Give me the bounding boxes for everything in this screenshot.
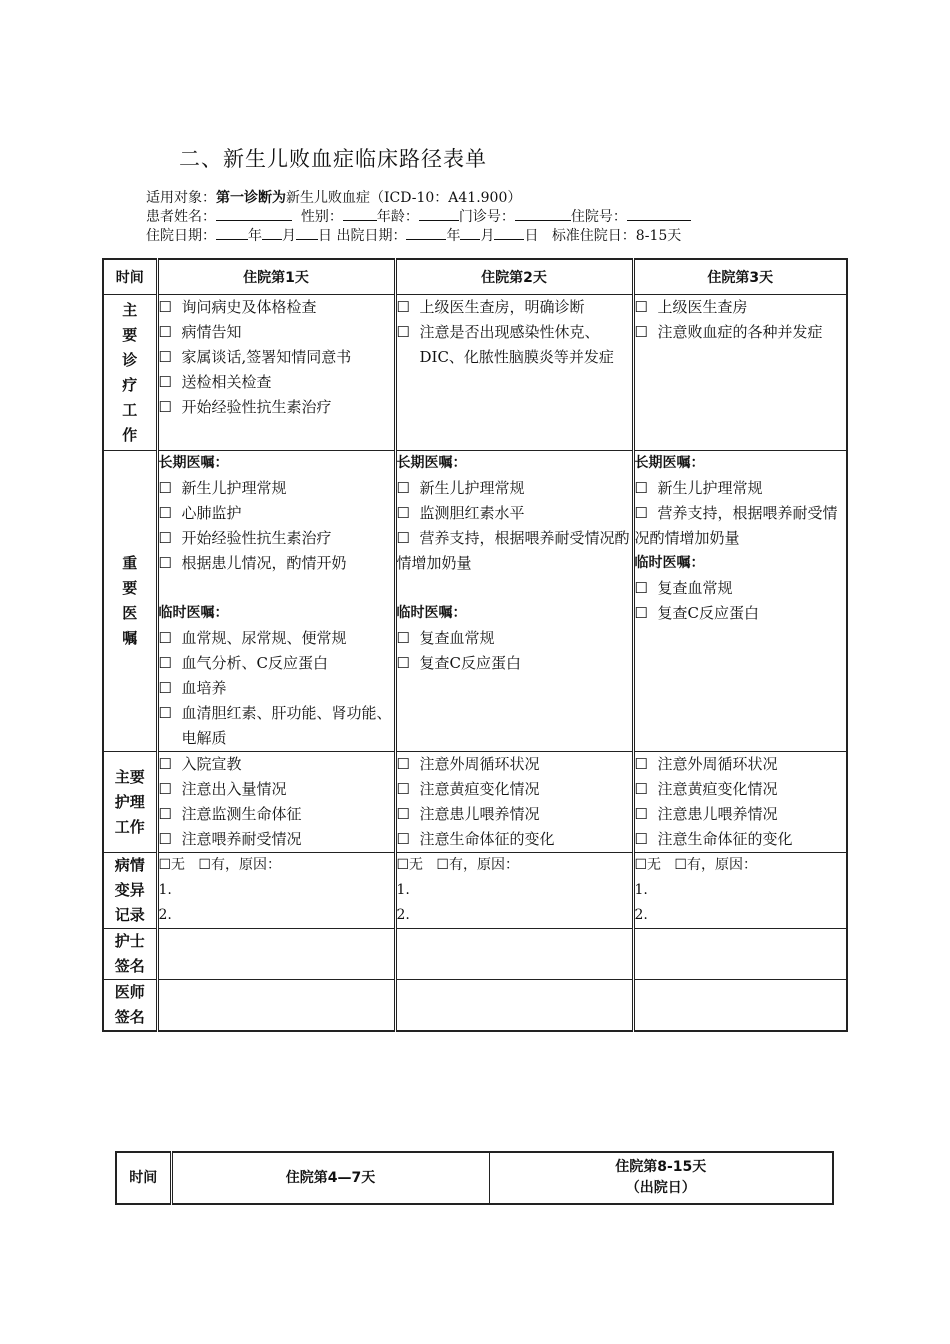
checkbox-icon: ☐	[396, 755, 410, 773]
checkbox-icon: ☐	[158, 654, 172, 672]
checkbox-icon: ☐	[396, 323, 410, 341]
checklist-item[interactable]: ☐ 新生儿护理常规	[635, 476, 847, 501]
day2-header: 住院第2天	[395, 259, 633, 295]
patient-name-field[interactable]	[216, 207, 292, 221]
checkbox-icon: ☐	[396, 629, 410, 647]
checklist-item[interactable]: ☐ 根据患儿情况，酌情开奶	[159, 551, 394, 576]
orders-row	[103, 451, 847, 752]
nurse-sign-row	[103, 929, 847, 980]
checkbox-icon: ☐	[158, 398, 172, 416]
variation-reason-2[interactable]: 2.	[634, 907, 648, 923]
time-header: 时间	[103, 259, 157, 295]
checklist-item[interactable]: ☐ 新生儿护理常规	[397, 476, 632, 501]
variation-reason-2[interactable]: 2.	[158, 907, 172, 923]
checklist-item[interactable]: ☐ 开始经验性抗生素治疗	[159, 395, 394, 420]
checkbox-icon: ☐	[634, 604, 648, 622]
temporary-orders-label: 临时医嘱：	[158, 605, 229, 621]
day3-doctor-sign-field[interactable]	[633, 980, 847, 1032]
checkbox-icon: ☐	[396, 479, 410, 497]
checklist-item[interactable]: ☐ 营养支持，根据喂养耐受情况酌情增加奶量	[635, 501, 847, 551]
checkbox-icon: ☐	[634, 830, 648, 848]
day2-nursing-cell	[395, 752, 633, 853]
checklist-item[interactable]: ☐ 注意生命体征的变化	[635, 827, 847, 852]
variation-reason-1[interactable]: 1.	[634, 882, 648, 898]
variation-reason-1[interactable]: 1.	[396, 882, 410, 898]
patient-info-line: 患者姓名： 性别： 年龄： 门诊号： 住院号：	[146, 207, 691, 226]
checklist-item[interactable]: ☐ 复查C反应蛋白	[635, 601, 847, 626]
checklist-item[interactable]: ☐ 注意黄疸变化情况	[397, 777, 632, 802]
day1-diagnosis-cell	[157, 295, 395, 451]
checklist-item[interactable]: ☐ 复查血常规	[635, 576, 847, 601]
checklist-item[interactable]: ☐ 心肺监护	[159, 501, 394, 526]
variation-row	[103, 853, 847, 929]
checkbox-icon: ☐	[158, 348, 172, 366]
day1-doctor-sign-field[interactable]	[157, 980, 395, 1032]
variation-has-checkbox[interactable]: ☐有，原因：	[674, 857, 757, 873]
checkbox-icon: ☐	[158, 780, 172, 798]
discharge-year-field[interactable]	[406, 226, 446, 240]
nursing-row	[103, 752, 847, 853]
diagnosis-row-label: 主 要 诊 疗 工 作	[103, 295, 157, 451]
checkbox-icon: ☐	[158, 554, 172, 572]
checklist-item[interactable]: ☐ 病情告知	[159, 320, 394, 345]
checkbox-icon: ☐	[158, 529, 172, 547]
day2-orders-cell	[395, 451, 633, 752]
admit-year-field[interactable]	[216, 226, 248, 240]
checklist-item[interactable]: ☐ 血培养	[159, 676, 394, 701]
checklist-item[interactable]: ☐ 注意生命体征的变化	[397, 827, 632, 852]
day3-orders-cell	[633, 451, 847, 752]
checklist-item[interactable]: ☐ 注意败血症的各种并发症	[635, 320, 847, 345]
checkbox-icon: ☐	[634, 504, 648, 522]
checkbox-icon: ☐	[158, 504, 172, 522]
time-header: 时间	[116, 1152, 171, 1204]
checkbox-icon: ☐	[158, 679, 172, 697]
temporary-orders-label: 临时医嘱：	[634, 555, 705, 571]
checkbox-icon: ☐	[634, 780, 648, 798]
variation-row-label: 病情 变异 记录	[103, 853, 157, 929]
checklist-item[interactable]: ☐ 入院宣教	[159, 752, 394, 777]
checkbox-icon: ☐	[158, 755, 172, 773]
patient-meta	[146, 190, 691, 245]
checkbox-icon: ☐	[396, 504, 410, 522]
variation-none-checkbox[interactable]: ☐无	[396, 857, 424, 873]
day8-15-header: 住院第8-15天 （出院日）	[489, 1152, 833, 1204]
day3-nurse-sign-field[interactable]	[633, 929, 847, 980]
checkbox-icon: ☐	[158, 479, 172, 497]
page-title: 二、新生儿败血症临床路径表单	[179, 147, 487, 171]
outpatient-no-field[interactable]	[515, 207, 571, 221]
checklist-item[interactable]: ☐ 注意喂养耐受情况	[159, 827, 394, 852]
header-row	[103, 259, 847, 295]
day1-variation-cell	[157, 853, 395, 929]
day2-nurse-sign-field[interactable]	[395, 929, 633, 980]
day1-nursing-cell	[157, 752, 395, 853]
checklist-item[interactable]: ☐ 询问病史及体格检查	[159, 295, 394, 320]
checklist-item[interactable]: ☐ 复查血常规	[397, 626, 632, 651]
temporary-orders-label: 临时医嘱：	[396, 605, 467, 621]
inpatient-no-field[interactable]	[627, 207, 691, 221]
applies-line: 适用对象：第一诊断为新生儿败血症（ICD-10：A41.900）	[146, 190, 522, 206]
long-term-orders-label: 长期医嘱：	[634, 455, 705, 471]
checkbox-icon: ☐	[396, 529, 410, 547]
checklist-item[interactable]: ☐ 血气分析、C反应蛋白	[159, 651, 394, 676]
checklist-item[interactable]: ☐ 家属谈话,签署知情同意书	[159, 345, 394, 370]
date-line: 住院日期： 年 月 日 出院日期： 年 月 日 标准住院日：8-15天	[146, 228, 682, 244]
checkbox-icon: ☐	[396, 830, 410, 848]
discharge-month-field[interactable]	[460, 226, 480, 240]
checkbox-icon: ☐	[158, 323, 172, 341]
variation-none-checkbox[interactable]: ☐无	[634, 857, 662, 873]
day3-diagnosis-cell	[633, 295, 847, 451]
checkbox-icon: ☐	[158, 629, 172, 647]
checklist-item[interactable]: ☐ 营养支持，根据喂养耐受情况酌情增加奶量	[397, 526, 632, 576]
variation-reason-2[interactable]: 2.	[396, 907, 410, 923]
clinical-path-table-day1-3	[102, 258, 848, 1032]
checkbox-icon: ☐	[634, 298, 648, 316]
clinical-path-table-day4-15	[115, 1151, 834, 1205]
discharge-day-field[interactable]	[494, 226, 524, 240]
admit-month-field[interactable]	[262, 226, 282, 240]
doctor-sign-row	[103, 980, 847, 1032]
checkbox-icon: ☐	[158, 805, 172, 823]
checklist-item[interactable]: ☐ 新生儿护理常规	[159, 476, 394, 501]
checkbox-icon: ☐	[158, 298, 172, 316]
checkbox-icon: ☐	[158, 373, 172, 391]
age-field[interactable]	[419, 207, 459, 221]
variation-has-checkbox[interactable]: ☐有，原因：	[198, 857, 281, 873]
checklist-item[interactable]: ☐ 开始经验性抗生素治疗	[159, 526, 394, 551]
day1-header: 住院第1天	[157, 259, 395, 295]
checklist-item[interactable]: ☐ 注意黄疸变化情况	[635, 777, 847, 802]
checkbox-icon: ☐	[634, 323, 648, 341]
day2-diagnosis-cell	[395, 295, 633, 451]
checklist-item[interactable]: ☐ 血清胆红素、肝功能、肾功能、电解质	[159, 701, 394, 751]
day1-nurse-sign-field[interactable]	[157, 929, 395, 980]
day4-7-header: 住院第4—7天	[171, 1152, 489, 1204]
day3-variation-cell	[633, 853, 847, 929]
day1-orders-cell	[157, 451, 395, 752]
checklist-item[interactable]: ☐ 血常规、尿常规、便常规	[159, 626, 394, 651]
long-term-orders-label: 长期医嘱：	[396, 455, 467, 471]
checklist-item[interactable]: ☐ 注意外周循环状况	[397, 752, 632, 777]
diagnosis-row	[103, 295, 847, 451]
checklist-item[interactable]: ☐ 注意是否出现感染性休克、DIC、化脓性脑膜炎等并发症	[397, 320, 632, 370]
checklist-item[interactable]: ☐ 注意外周循环状况	[635, 752, 847, 777]
sex-field[interactable]	[343, 207, 377, 221]
day2-variation-cell	[395, 853, 633, 929]
day3-header: 住院第3天	[633, 259, 847, 295]
variation-none-checkbox[interactable]: ☐无	[158, 857, 186, 873]
checklist-item[interactable]: ☐ 注意监测生命体征	[159, 802, 394, 827]
checkbox-icon: ☐	[396, 780, 410, 798]
checklist-item[interactable]: ☐ 上级医生查房，明确诊断	[397, 295, 632, 320]
nurse-sign-label: 护士 签名	[103, 929, 157, 980]
nursing-row-label: 主要 护理 工作	[103, 752, 157, 853]
checkbox-icon: ☐	[396, 654, 410, 672]
checkbox-icon: ☐	[396, 298, 410, 316]
checkbox-icon: ☐	[158, 830, 172, 848]
doctor-sign-label: 医师 签名	[103, 980, 157, 1032]
day3-nursing-cell	[633, 752, 847, 853]
checklist-item[interactable]: ☐ 注意患儿喂养情况	[397, 802, 632, 827]
checkbox-icon: ☐	[158, 704, 172, 722]
checkbox-icon: ☐	[634, 579, 648, 597]
checkbox-icon: ☐	[396, 805, 410, 823]
checklist-item[interactable]: ☐ 注意出入量情况	[159, 777, 394, 802]
checklist-item[interactable]: ☐ 复查C反应蛋白	[397, 651, 632, 676]
admit-day-field[interactable]	[296, 226, 318, 240]
checkbox-icon: ☐	[634, 805, 648, 823]
header-row	[116, 1152, 833, 1204]
long-term-orders-label: 长期医嘱：	[158, 455, 229, 471]
checklist-item[interactable]: ☐ 上级医生查房	[635, 295, 847, 320]
orders-row-label: 重 要 医 嘱	[103, 451, 157, 752]
variation-reason-1[interactable]: 1.	[158, 882, 172, 898]
checklist-item[interactable]: ☐ 送检相关检查	[159, 370, 394, 395]
checklist-item[interactable]: ☐ 注意患儿喂养情况	[635, 802, 847, 827]
checkbox-icon: ☐	[634, 479, 648, 497]
day2-doctor-sign-field[interactable]	[395, 980, 633, 1032]
checkbox-icon: ☐	[634, 755, 648, 773]
variation-has-checkbox[interactable]: ☐有，原因：	[436, 857, 519, 873]
checklist-item[interactable]: ☐ 监测胆红素水平	[397, 501, 632, 526]
